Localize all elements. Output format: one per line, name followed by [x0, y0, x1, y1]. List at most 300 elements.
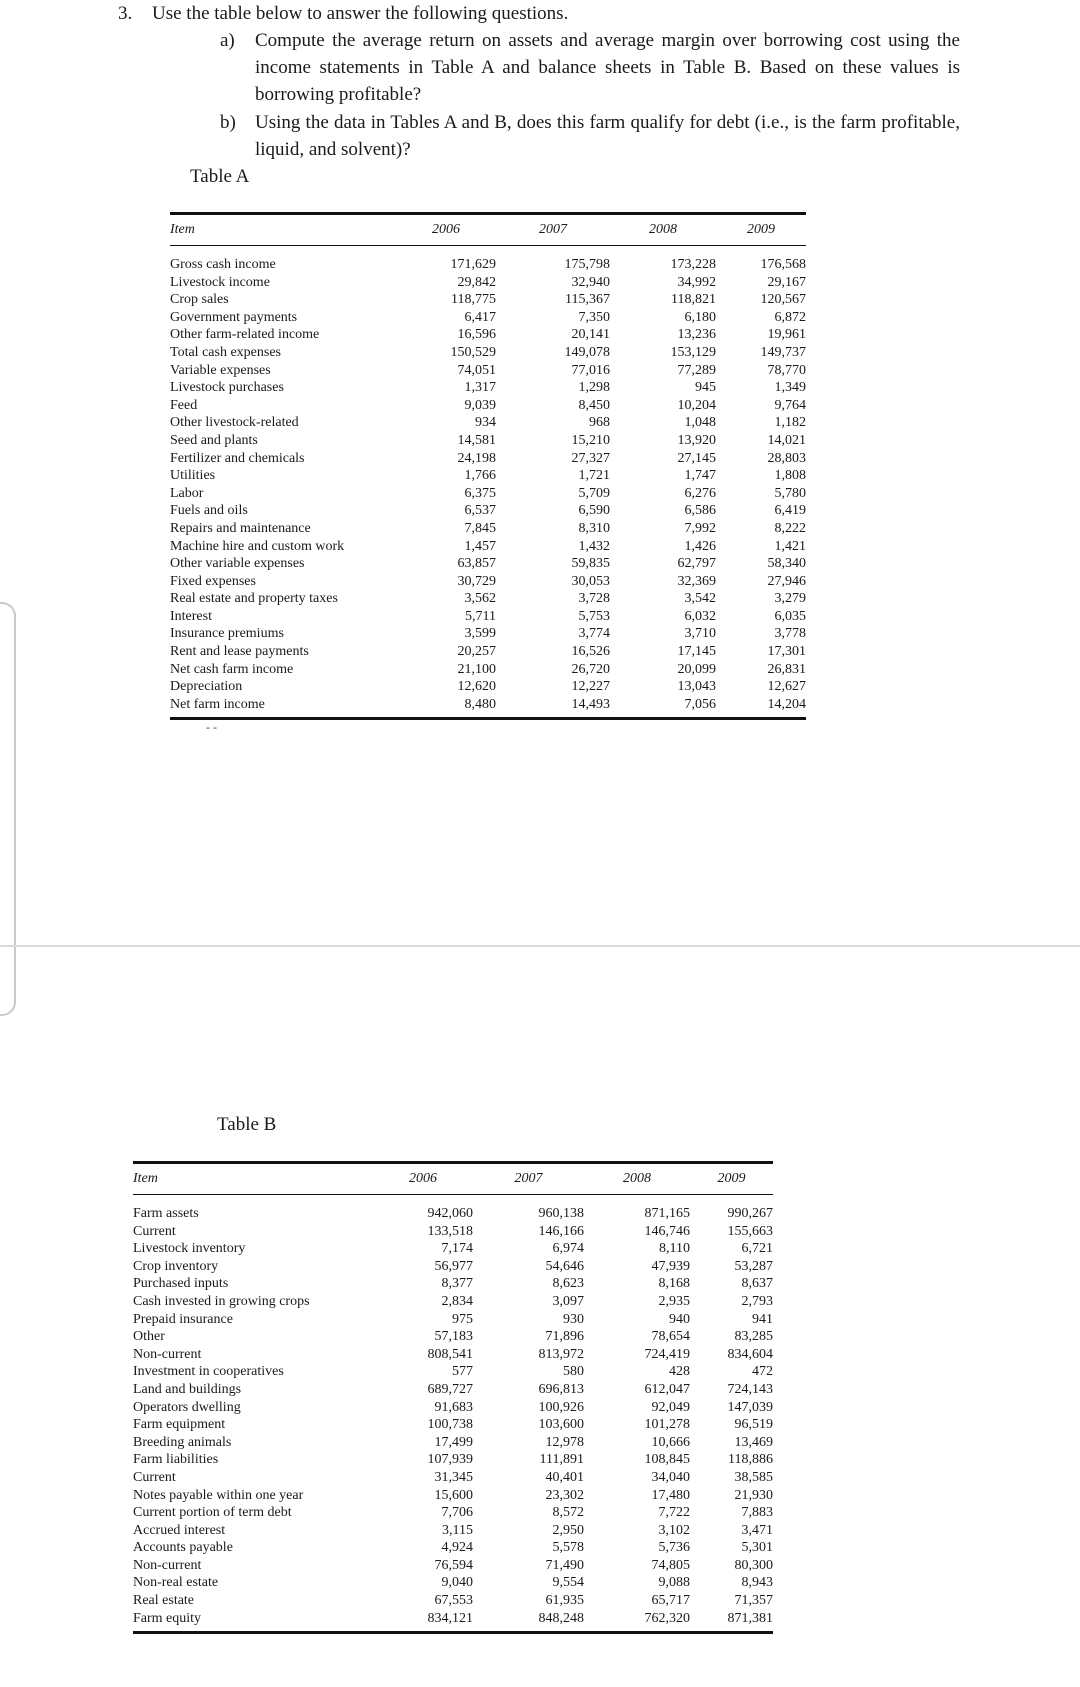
header-2006: 2006 [432, 222, 460, 238]
row-label: Farm liabilities [133, 1452, 219, 1468]
table-row [133, 1240, 773, 1258]
row-label: Fixed expenses [170, 573, 256, 589]
row-value: 8,943 [741, 1575, 773, 1591]
row-value: 17,145 [677, 644, 716, 660]
row-value: 15,210 [571, 432, 610, 448]
row-value: 945 [695, 380, 716, 396]
row-value: 74,051 [457, 362, 496, 378]
table-row [170, 590, 806, 608]
header-2008: 2008 [649, 222, 677, 238]
row-label: Government payments [170, 309, 298, 325]
table-row [133, 1363, 773, 1381]
header-item: Item [170, 222, 195, 238]
row-value: 3,774 [578, 626, 610, 642]
row-value: 30,053 [571, 573, 610, 589]
row-value: 13,043 [677, 679, 716, 695]
row-value: 7,722 [658, 1505, 690, 1521]
row-value: 78,770 [767, 362, 806, 378]
row-value: 1,426 [684, 538, 716, 554]
table-header-row [170, 214, 806, 246]
table-row [133, 1258, 773, 1276]
row-value: 942,060 [427, 1206, 473, 1221]
table-row [133, 1293, 773, 1311]
row-value: 27,946 [767, 573, 806, 589]
row-value: 934 [475, 415, 496, 431]
row-value: 74,805 [651, 1557, 690, 1573]
row-value: 4,924 [441, 1540, 473, 1556]
row-value: 5,780 [774, 485, 806, 501]
row-value: 808,541 [427, 1346, 473, 1362]
row-label: Interest [170, 608, 212, 624]
row-value: 960,138 [538, 1206, 584, 1221]
row-value: 29,167 [767, 274, 806, 290]
row-value: 7,056 [684, 696, 716, 712]
row-value: 1,298 [578, 380, 610, 396]
row-value: 5,736 [658, 1540, 690, 1556]
row-label: Non-real estate [133, 1575, 219, 1591]
row-value: 975 [452, 1311, 473, 1327]
table-row [133, 1275, 773, 1293]
row-value: 871,165 [644, 1206, 690, 1221]
header-2009: 2009 [747, 222, 775, 238]
table-b [133, 1161, 773, 1634]
row-value: 34,992 [677, 274, 716, 290]
row-value: 1,182 [774, 415, 806, 431]
row-label: Net cash farm income [170, 661, 294, 677]
row-value: 133,518 [427, 1223, 473, 1239]
row-value: 8,572 [552, 1505, 584, 1521]
row-value: 1,432 [578, 538, 610, 554]
row-value: 24,198 [457, 450, 496, 466]
row-label: Operators dwelling [133, 1399, 241, 1415]
table-row [170, 414, 806, 432]
row-value: 3,778 [774, 626, 806, 642]
table-row [133, 1399, 773, 1417]
side-frame [0, 602, 16, 1016]
table-row [170, 397, 806, 415]
row-label: Seed and plants [170, 432, 258, 448]
row-value: 80,300 [734, 1557, 773, 1573]
table-a-body [170, 246, 806, 719]
table-row [170, 678, 806, 696]
row-label: Other [133, 1329, 165, 1345]
table-row [133, 1539, 773, 1557]
row-value: 111,891 [539, 1452, 584, 1468]
row-label: Depreciation [170, 679, 243, 695]
row-value: 8,480 [464, 696, 496, 712]
row-value: 612,047 [644, 1381, 690, 1397]
row-label: Livestock income [170, 274, 270, 290]
table-row [170, 246, 806, 274]
part-text: Using the data in Tables A and B, does this farm qualify for debt (i.e., is the farm profitable, liquid, and solvent)? [255, 112, 960, 160]
row-value: 115,367 [565, 292, 610, 308]
row-value: 19,961 [767, 327, 806, 343]
row-value: 689,727 [427, 1381, 473, 1397]
header-item: Item [133, 1171, 158, 1187]
row-value: 6,419 [774, 503, 806, 519]
row-label: Variable expenses [170, 362, 271, 378]
row-value: 1,721 [578, 468, 610, 484]
row-value: 2,834 [441, 1293, 473, 1309]
row-value: 16,526 [571, 644, 610, 660]
row-value: 171,629 [450, 257, 496, 272]
table-row [170, 362, 806, 380]
row-value: 848,248 [538, 1610, 584, 1626]
table-row [170, 608, 806, 626]
row-value: 5,753 [578, 608, 610, 624]
row-value: 17,301 [767, 644, 806, 660]
row-value: 29,842 [457, 274, 496, 290]
row-value: 40,401 [545, 1469, 584, 1485]
table-row [133, 1346, 773, 1364]
table-row [133, 1487, 773, 1505]
row-value: 101,278 [644, 1417, 690, 1433]
table-row [170, 485, 806, 503]
row-value: 155,663 [727, 1223, 773, 1239]
part-text: Compute the average return on assets and average margin over borrowing cost using the income statements in Table A and balance sheets in Table B. Based on these values is borrowing profitable? [255, 30, 960, 105]
row-label: Real estate [133, 1593, 195, 1609]
row-value: 83,285 [734, 1329, 773, 1345]
header-2006: 2006 [409, 1171, 437, 1187]
row-value: 21,930 [734, 1487, 773, 1503]
table-row [170, 379, 806, 397]
row-value: 61,935 [545, 1593, 584, 1609]
row-value: 108,845 [644, 1452, 690, 1468]
row-value: 31,345 [434, 1469, 473, 1485]
row-value: 91,683 [434, 1399, 473, 1415]
table-row [133, 1592, 773, 1610]
row-value: 147,039 [727, 1399, 773, 1415]
row-value: 17,499 [434, 1434, 473, 1450]
row-value: 8,377 [441, 1276, 473, 1292]
row-value: 990,267 [727, 1206, 773, 1221]
table-row [133, 1328, 773, 1346]
row-value: 5,301 [741, 1540, 773, 1556]
row-label: Prepaid insurance [133, 1311, 233, 1327]
row-value: 146,746 [644, 1223, 690, 1239]
row-label: Other variable expenses [170, 556, 305, 572]
row-value: 6,276 [684, 485, 716, 501]
row-value: 6,586 [684, 503, 716, 519]
table-row [170, 309, 806, 327]
table-row [170, 661, 806, 679]
row-value: 580 [563, 1364, 584, 1380]
row-value: 8,222 [774, 520, 806, 536]
row-label: Farm equity [133, 1610, 202, 1626]
row-label: Fuels and oils [170, 503, 248, 519]
row-label: Current portion of term debt [133, 1505, 292, 1521]
row-value: 577 [452, 1364, 473, 1380]
row-label: Purchased inputs [133, 1276, 229, 1292]
table-row [170, 502, 806, 520]
row-value: 724,419 [644, 1346, 690, 1362]
row-value: 28,803 [767, 450, 806, 466]
row-value: 5,578 [552, 1540, 584, 1556]
header-2008: 2008 [623, 1171, 651, 1187]
row-label: Accounts payable [133, 1540, 233, 1556]
row-value: 1,766 [464, 468, 496, 484]
row-value: 3,728 [578, 591, 610, 607]
row-value: 813,972 [538, 1346, 584, 1362]
table-row [170, 625, 806, 643]
row-value: 34,040 [651, 1469, 690, 1485]
table-row [170, 432, 806, 450]
row-value: 5,711 [465, 608, 496, 624]
row-value: 54,646 [545, 1258, 584, 1274]
row-value: 8,450 [578, 397, 610, 413]
row-value: 71,896 [545, 1329, 584, 1345]
row-value: 100,926 [538, 1399, 584, 1415]
row-value: 176,568 [760, 257, 806, 272]
row-value: 14,581 [457, 432, 496, 448]
row-label: Current [133, 1469, 176, 1485]
row-value: 9,039 [464, 397, 496, 413]
row-value: 6,590 [578, 503, 610, 519]
row-value: 56,977 [434, 1258, 473, 1274]
row-label: Crop sales [170, 292, 229, 308]
table-row [170, 538, 806, 556]
row-label: Total cash expenses [170, 344, 281, 360]
table-row [133, 1381, 773, 1399]
row-value: 6,537 [464, 503, 496, 519]
row-value: 58,340 [767, 556, 806, 572]
row-value: 15,600 [434, 1487, 473, 1503]
row-value: 3,599 [464, 626, 496, 642]
page-divider [0, 945, 1080, 947]
question-number: 3. [118, 3, 133, 24]
row-value: 38,585 [734, 1469, 773, 1485]
row-value: 53,287 [734, 1258, 773, 1274]
question-block [118, 0, 978, 27]
row-value: 12,978 [545, 1434, 584, 1450]
table-row [133, 1451, 773, 1469]
table-row [133, 1574, 773, 1592]
row-value: 150,529 [450, 344, 496, 360]
row-label: Machine hire and custom work [170, 538, 345, 554]
table-row [133, 1311, 773, 1329]
row-value: 7,992 [684, 520, 716, 536]
row-label: Utilities [170, 468, 216, 484]
row-value: 12,227 [571, 679, 610, 695]
row-value: 20,141 [571, 327, 610, 343]
row-label: Non-current [133, 1557, 202, 1573]
row-value: 2,950 [552, 1522, 584, 1538]
row-value: 1,421 [774, 538, 806, 554]
row-value: 6,872 [774, 309, 806, 325]
table-row [170, 450, 806, 468]
row-label: Breeding animals [133, 1434, 232, 1450]
table-row [133, 1522, 773, 1540]
row-value: 92,049 [651, 1399, 690, 1415]
row-value: 834,121 [427, 1610, 473, 1626]
row-value: 32,940 [571, 274, 610, 290]
row-value: 871,381 [727, 1610, 773, 1626]
row-label: Fertilizer and chemicals [170, 450, 305, 466]
row-value: 7,883 [741, 1505, 773, 1521]
row-value: 2,935 [658, 1293, 690, 1309]
question-intro-line [118, 0, 978, 27]
row-value: 32,369 [677, 573, 716, 589]
row-value: 23,302 [545, 1487, 584, 1503]
row-value: 14,204 [767, 696, 806, 712]
table-row [170, 274, 806, 292]
row-value: 59,835 [571, 556, 610, 572]
row-value: 7,845 [464, 520, 496, 536]
row-value: 12,620 [457, 679, 496, 695]
row-label: Current [133, 1223, 176, 1239]
row-value: 472 [752, 1364, 773, 1380]
part-label: b) [220, 112, 236, 133]
row-value: 118,775 [451, 292, 496, 308]
row-value: 5,709 [578, 485, 610, 501]
row-value: 3,562 [464, 591, 496, 607]
row-value: 8,623 [552, 1276, 584, 1292]
question-part-b [220, 109, 960, 163]
row-value: 9,088 [658, 1575, 690, 1591]
row-label: Repairs and maintenance [170, 520, 311, 536]
row-value: 1,808 [774, 468, 806, 484]
row-value: 153,129 [670, 344, 716, 360]
header-2007: 2007 [514, 1171, 543, 1187]
table-row [133, 1223, 773, 1241]
row-label: Livestock inventory [133, 1241, 246, 1257]
table-row [170, 555, 806, 573]
row-value: 78,654 [651, 1329, 690, 1345]
row-value: 21,100 [457, 661, 496, 677]
table-row [170, 291, 806, 309]
row-value: 1,457 [464, 538, 496, 554]
row-label: Crop inventory [133, 1258, 219, 1274]
table-row [170, 326, 806, 344]
row-value: 8,168 [658, 1276, 690, 1292]
row-value: 71,490 [545, 1557, 584, 1573]
row-label: Accrued interest [133, 1522, 226, 1538]
row-value: 103,600 [538, 1417, 584, 1433]
question-part-a [220, 27, 960, 108]
row-label: Insurance premiums [170, 626, 284, 642]
row-value: 7,706 [441, 1505, 473, 1521]
row-value: 1,349 [774, 380, 806, 396]
row-value: 10,204 [677, 397, 716, 413]
row-value: 13,469 [734, 1434, 773, 1450]
row-value: 118,821 [671, 292, 716, 308]
row-value: 2,793 [741, 1293, 773, 1309]
row-label: Cash invested in growing crops [133, 1293, 310, 1309]
table-b-caption: Table B [217, 1114, 277, 1135]
row-value: 6,721 [741, 1241, 773, 1257]
table-row [133, 1557, 773, 1575]
table-b-body [133, 1195, 773, 1633]
row-label: Other farm-related income [170, 327, 320, 343]
row-value: 6,035 [774, 608, 806, 624]
row-value: 118,886 [728, 1452, 773, 1468]
row-label: Notes payable within one year [133, 1487, 304, 1503]
row-value: 175,798 [564, 257, 610, 272]
row-value: 149,737 [760, 344, 806, 360]
table-row [170, 643, 806, 661]
row-label: Labor [170, 485, 204, 501]
row-label: Real estate and property taxes [170, 591, 338, 607]
row-label: Land and buildings [133, 1381, 242, 1397]
row-value: 13,920 [677, 432, 716, 448]
table-row [170, 573, 806, 591]
row-value: 26,720 [571, 661, 610, 677]
table-row [170, 467, 806, 485]
row-value: 120,567 [760, 292, 806, 308]
row-value: 77,289 [677, 362, 716, 378]
row-value: 6,974 [552, 1241, 584, 1257]
row-label: Non-current [133, 1346, 202, 1362]
row-value: 13,236 [677, 327, 716, 343]
row-value: 9,040 [441, 1575, 473, 1591]
row-value: 762,320 [644, 1610, 690, 1626]
part-label: a) [220, 30, 235, 51]
row-value: 71,357 [734, 1593, 773, 1609]
row-value: 940 [669, 1311, 690, 1327]
table-row [133, 1610, 773, 1633]
row-value: 65,717 [651, 1593, 690, 1609]
row-value: 3,279 [774, 591, 806, 607]
row-value: 146,166 [538, 1223, 584, 1239]
row-value: 8,110 [659, 1241, 690, 1257]
row-value: 149,078 [564, 344, 610, 360]
row-value: 968 [589, 415, 610, 431]
row-value: 77,016 [571, 362, 610, 378]
row-value: 47,939 [651, 1258, 690, 1274]
table-header-row [133, 1163, 773, 1195]
row-label: Farm equipment [133, 1417, 226, 1433]
row-label: Gross cash income [170, 257, 276, 272]
stray-mark: - - [206, 720, 217, 734]
row-value: 9,764 [774, 397, 806, 413]
row-value: 16,596 [457, 327, 496, 343]
row-value: 3,102 [658, 1522, 690, 1538]
row-value: 7,174 [441, 1241, 473, 1257]
table-row [133, 1469, 773, 1487]
row-value: 3,115 [442, 1522, 473, 1538]
row-value: 1,048 [684, 415, 716, 431]
row-value: 20,257 [457, 644, 496, 660]
row-value: 6,375 [464, 485, 496, 501]
row-value: 834,604 [727, 1346, 773, 1362]
row-label: Other livestock-related [170, 415, 299, 431]
table-row [133, 1416, 773, 1434]
row-value: 3,471 [741, 1522, 773, 1538]
row-value: 9,554 [552, 1575, 584, 1591]
row-value: 30,729 [457, 573, 496, 589]
table-row [170, 696, 806, 719]
row-value: 3,097 [552, 1293, 584, 1309]
row-value: 57,183 [434, 1329, 473, 1345]
row-label: Rent and lease payments [170, 644, 309, 660]
row-value: 20,099 [677, 661, 716, 677]
row-value: 696,813 [538, 1381, 584, 1397]
row-value: 100,738 [427, 1417, 473, 1433]
header-2007: 2007 [539, 222, 567, 238]
row-value: 3,542 [684, 591, 716, 607]
row-label: Investment in cooperatives [133, 1364, 284, 1380]
table-row [170, 520, 806, 538]
row-label: Feed [170, 397, 198, 413]
row-label: Livestock purchases [170, 380, 284, 396]
row-value: 724,143 [727, 1381, 773, 1397]
row-value: 10,666 [651, 1434, 690, 1450]
table-a-caption: Table A [190, 166, 250, 187]
row-value: 3,710 [684, 626, 716, 642]
row-value: 8,310 [578, 520, 610, 536]
row-value: 26,831 [767, 661, 806, 677]
row-value: 941 [752, 1311, 773, 1327]
